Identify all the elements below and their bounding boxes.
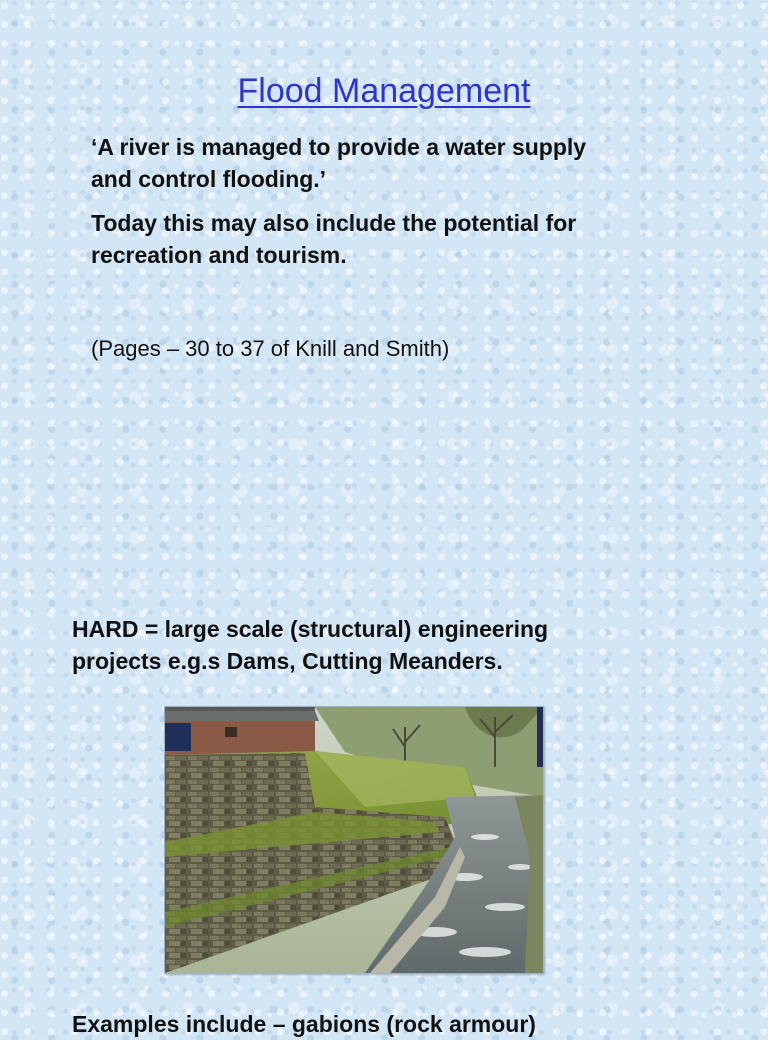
- today-line-2: recreation and tourism.: [91, 242, 347, 268]
- hard-line-1: HARD = large scale (structural) engineering: [72, 616, 549, 642]
- quote-line-2: and control flooding.’: [91, 166, 327, 192]
- today-paragraph: [91, 207, 691, 271]
- hard-line-2: projects e.g.s Dams, Cutting Meanders.: [72, 648, 503, 674]
- quote-line-1: ‘A river is managed to provide a water supply: [91, 134, 587, 160]
- page-title: Flood Management: [237, 72, 531, 110]
- today-line-1: Today this may also include the potential for: [91, 210, 577, 236]
- quote-paragraph: [91, 131, 691, 195]
- pages-reference: (Pages – 30 to 37 of Knill and Smith): [91, 336, 450, 361]
- river-gabion-illustration: [165, 707, 543, 973]
- examples-text: Examples include – gabions (rock armour): [72, 1011, 536, 1037]
- hard-engineering-definition: [72, 613, 712, 677]
- river-gabion-photo: [164, 706, 544, 974]
